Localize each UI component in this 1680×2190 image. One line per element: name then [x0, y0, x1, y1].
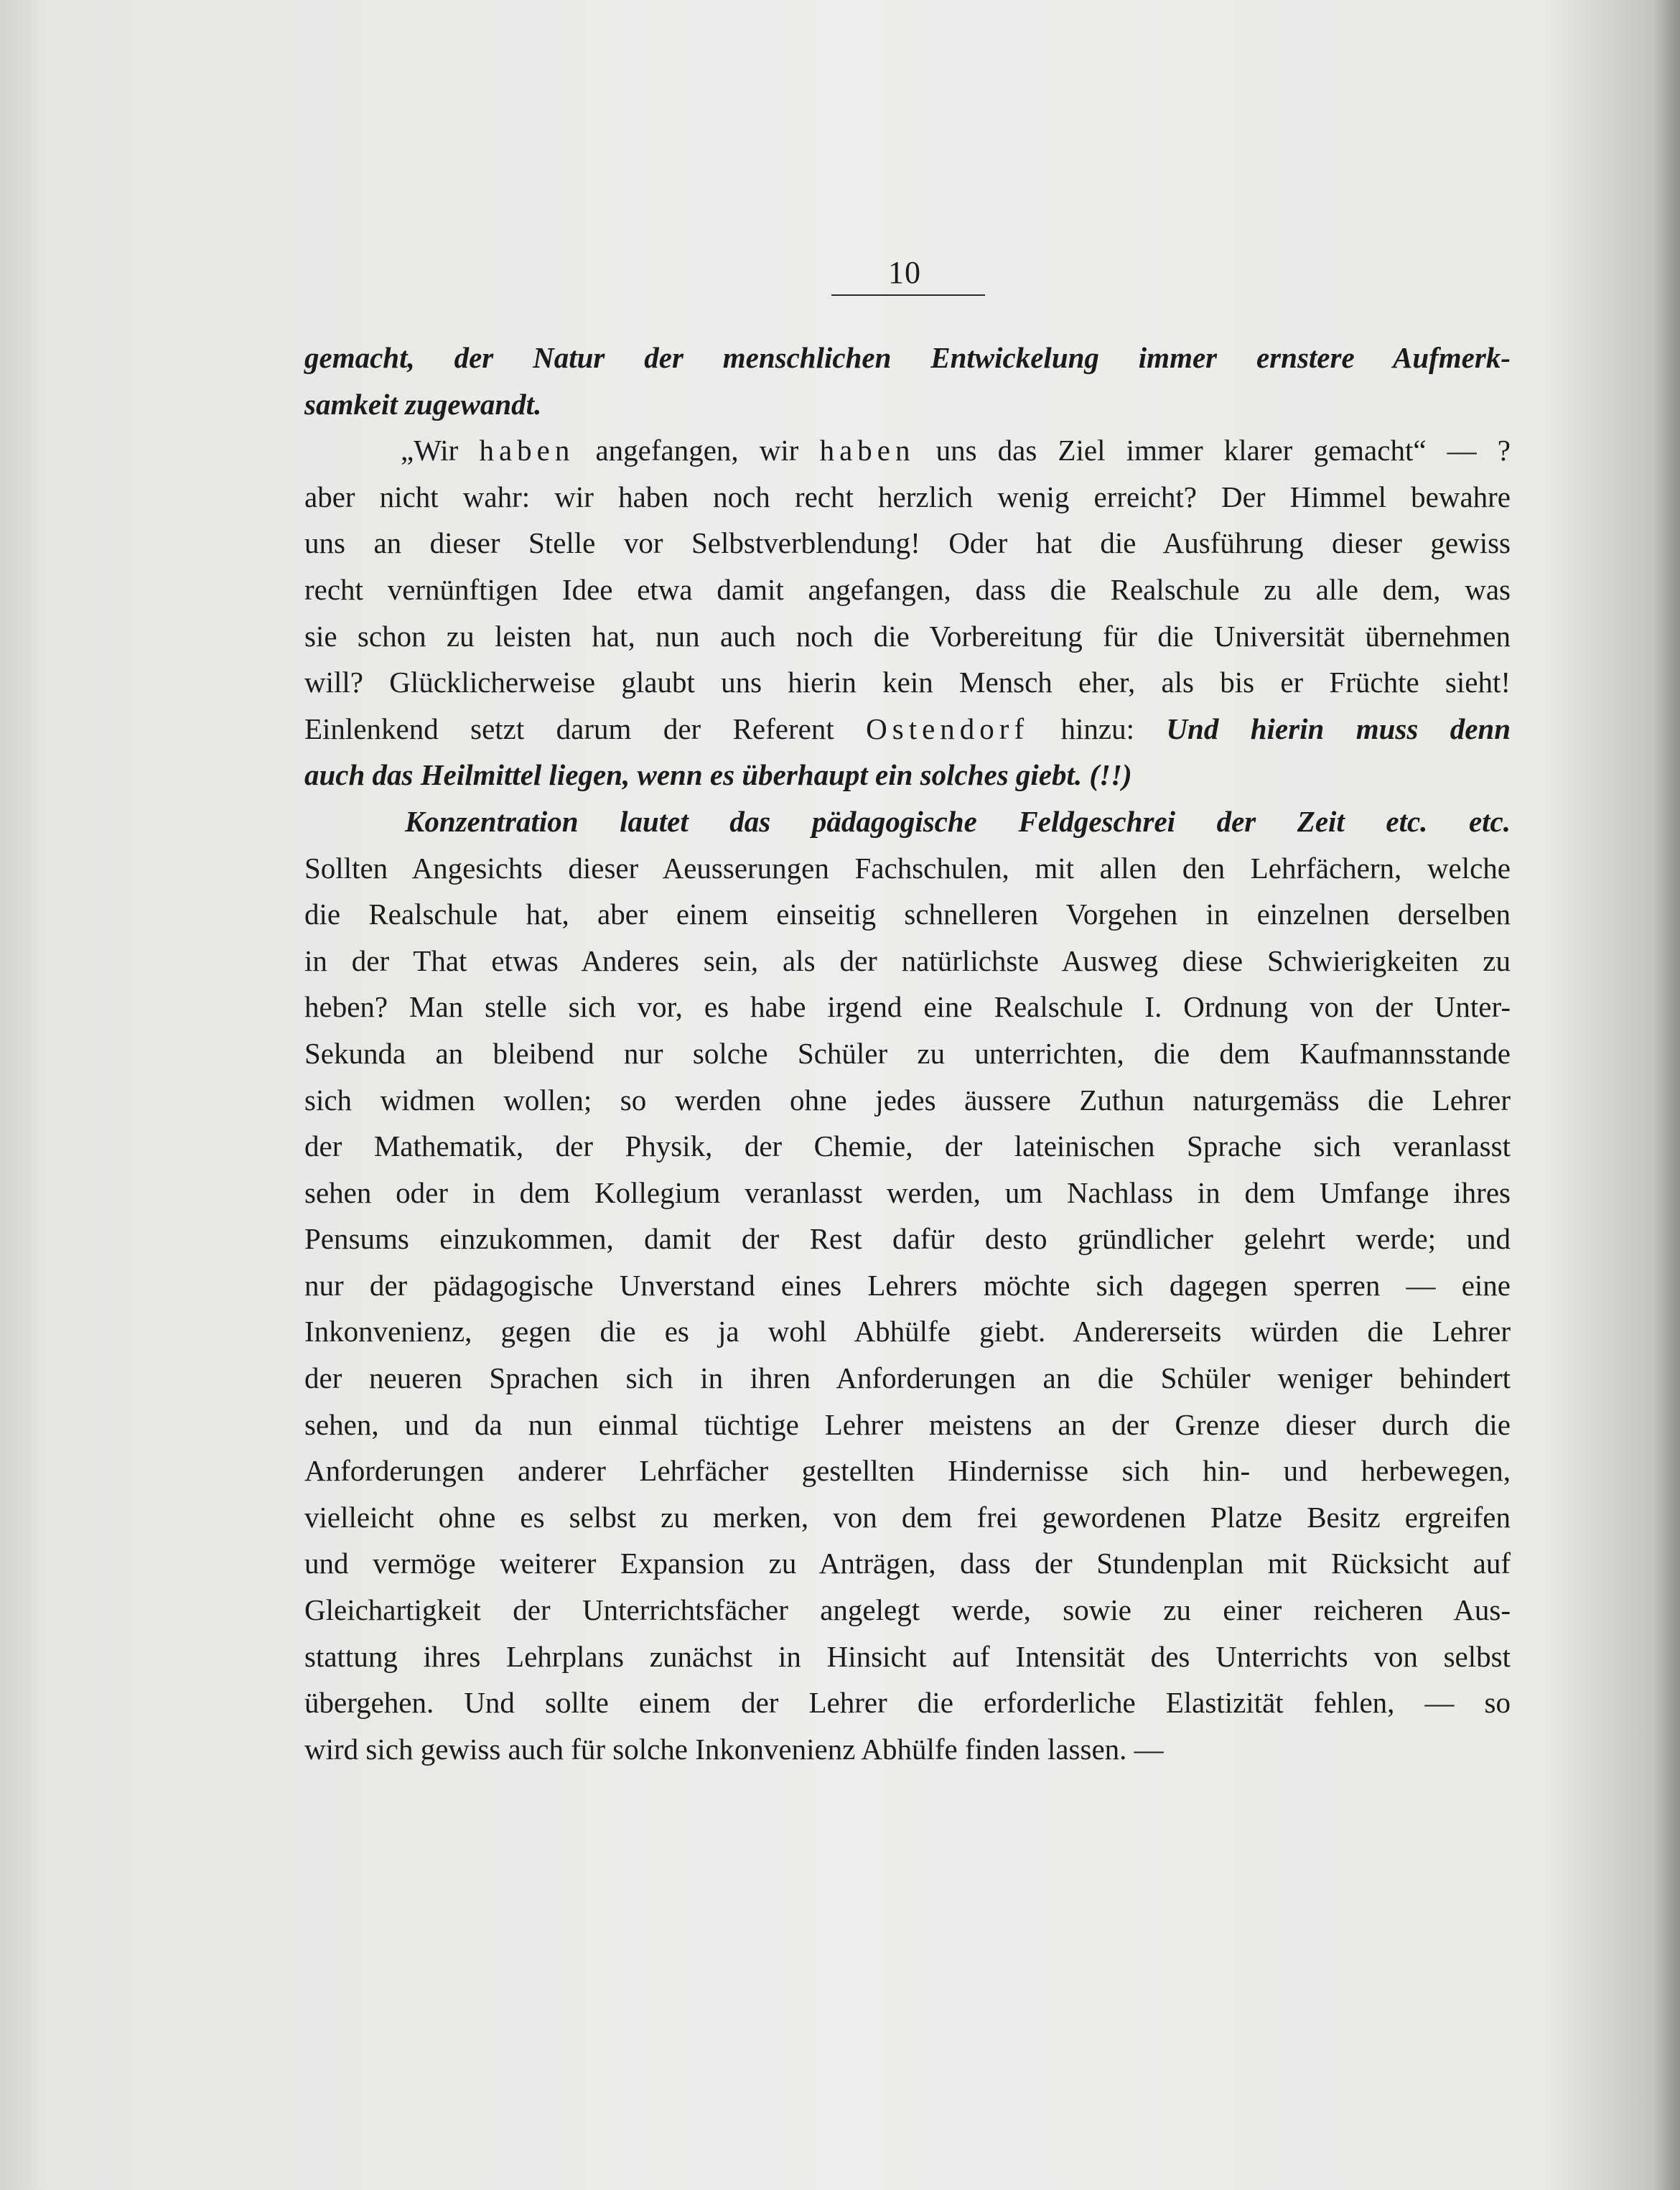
- text-line: sie schon zu leisten hat, nun auch noch die Vorbereitung für die Universität übernehmen: [304, 619, 1511, 653]
- text-line: Anforderungen anderer Lehrfächer gestellten Hindernisse sich hin- und herbewegen,: [304, 1454, 1511, 1488]
- page-edge-shadow: [1653, 0, 1680, 2190]
- text-line: sehen, und da nun einmal tüchtige Lehrer meistens an der Grenze dieser durch die: [304, 1407, 1511, 1441]
- text-line: Pensums einzukommen, damit der Rest dafür desto gründlicher gelehrt werde; und: [304, 1222, 1511, 1256]
- spaced-emphasis: Ostendorf: [866, 712, 1030, 745]
- text-line: sehen oder in dem Kollegium veranlasst werden, um Nachlass in dem Umfange ihres: [304, 1175, 1511, 1209]
- text-line: vielleicht ohne es selbst zu merken, von dem frei gewordenen Platze Besitz ergreifen: [304, 1500, 1511, 1534]
- body-text: [304, 335, 1511, 1772]
- text-line: in der That etwas Anderes sein, als der natürlichste Ausweg diese Schwierigkeiten zu: [304, 943, 1511, 977]
- text-span: „Wir: [401, 434, 480, 467]
- text-line: wird sich gewiss auch für solche Inkonvenienz Abhülfe finden lassen. —: [304, 1732, 1164, 1766]
- text-line: der Mathematik, der Physik, der Chemie, der lateinischen Sprache sich veranlasst: [304, 1129, 1511, 1163]
- text-line: aber nicht wahr: wir haben noch recht herzlich wenig erreicht? Der Himmel bewahre: [304, 480, 1511, 513]
- text-line: gemacht, der Natur der menschlichen Entwickelung immer ernstere Aufmerk-: [304, 341, 1511, 374]
- text-span: hinzu:: [1029, 712, 1167, 745]
- italic-emphasis: Und hierin muss denn: [1166, 712, 1511, 745]
- text-line: Gleichartigkeit der Unterrichtsfächer angelegt werde, sowie zu einer reicheren Aus-: [304, 1593, 1511, 1627]
- text-line: auch das Heilmittel liegen, wenn es überhaupt ein solches giebt. (!!): [304, 758, 1132, 792]
- text-line: der neueren Sprachen sich in ihren Anforderungen an die Schüler weniger behindert: [304, 1361, 1511, 1395]
- text-line: heben? Man stelle sich vor, es habe irgend eine Realschule I. Ordnung von der Unter-: [304, 990, 1511, 1024]
- text-line: nur der pädagogische Unverstand eines Lehrers möchte sich dagegen sperren — eine: [304, 1268, 1511, 1302]
- text-line: übergehen. Und sollte einem der Lehrer die erforderliche Elastizität fehlen, — so: [304, 1686, 1511, 1720]
- text-line: uns an dieser Stelle vor Selbstverblendung! Oder hat die Ausführung dieser gewiss: [304, 526, 1511, 560]
- spaced-emphasis: haben: [819, 434, 915, 467]
- text-line: Sekunda an bleibend nur solche Schüler zu unterrichten, die dem Kaufmannsstande: [304, 1036, 1511, 1070]
- text-line: [304, 706, 1511, 752]
- text-span: Einlenkend setzt darum der Referent: [304, 712, 867, 745]
- text-line: Konzentration lautet das pädagogische Feldgeschrei der Zeit etc. etc.: [405, 804, 1511, 838]
- page-number-rule: [831, 294, 985, 296]
- text-line: recht vernünftigen Idee etwa damit angefangen, dass die Realschule zu alle dem, was: [304, 572, 1511, 606]
- page-number: 10: [888, 255, 921, 290]
- text-line: samkeit zugewandt.: [304, 387, 542, 421]
- text-line: stattung ihres Lehrplans zunächst in Hinsicht auf Intensität des Unterrichts von selbst: [304, 1639, 1511, 1673]
- text-span: uns das Ziel immer klarer gemacht“ — ?: [915, 434, 1511, 467]
- text-line: sich widmen wollen; so werden ohne jedes äussere Zuthun naturgemäss die Lehrer: [304, 1083, 1511, 1117]
- text-line: Inkonvenienz, gegen die es ja wohl Abhülfe giebt. Andererseits würden die Lehrer: [304, 1315, 1511, 1348]
- text-line: die Realschule hat, aber einem einseitig schnelleren Vorgehen in einzelnen derselben: [304, 898, 1511, 931]
- text-line: und vermöge weiterer Expansion zu Anträgen, dass der Stundenplan mit Rücksicht auf: [304, 1547, 1511, 1580]
- spaced-emphasis: haben: [479, 434, 575, 467]
- text-line: [304, 427, 1511, 474]
- text-line: will? Glücklicherweise glaubt uns hierin kein Mensch eher, als bis er Früchte sieht!: [304, 666, 1511, 699]
- text-line: Sollten Angesichts dieser Aeusserungen Fachschulen, mit allen den Lehrfächern, welche: [304, 851, 1511, 885]
- text-span: angefangen, wir: [574, 434, 820, 467]
